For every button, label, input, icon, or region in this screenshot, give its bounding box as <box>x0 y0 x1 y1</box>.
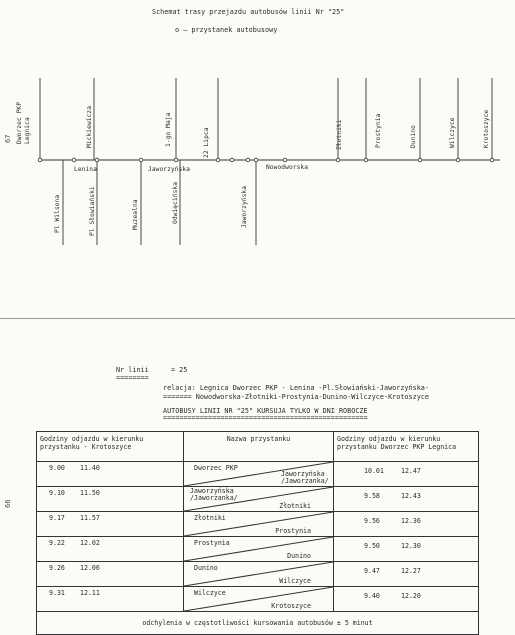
return-time: 12.20 <box>400 592 421 600</box>
stop-marker <box>38 158 42 162</box>
line-label: Nr linii <box>116 366 149 374</box>
departure-time: 12.11 <box>79 589 100 597</box>
stop-label-dunino: Dunino <box>410 125 417 148</box>
departure-time: 12.02 <box>79 539 100 547</box>
stop-name: Jaworzyńska /Jaworzanka/ <box>281 470 329 485</box>
frequency-note: odchylenia w częstotliwości kursowania autobusów ± 5 minut <box>37 612 479 635</box>
stop-label-zlotniki: Złotniki <box>336 119 343 150</box>
map-title: Schemat trasy przejazdu autobusów linii Nr "25" <box>152 8 345 16</box>
timetable-header <box>37 432 479 462</box>
route-description-2: ======= Nowodworska-Złotniki-Prostynia-Dunino-Wilczyce-Krotoszyce <box>163 393 429 401</box>
return-time: 9.40 <box>364 592 380 600</box>
stop-name: Prostynia <box>194 539 230 547</box>
stop-label-jaworzynska-bottom: Jaworzyńska <box>241 185 248 228</box>
stop-marker <box>95 158 99 162</box>
table-row <box>37 487 479 512</box>
return-time: 12.36 <box>400 517 421 525</box>
stop-label-pl-wilsona: Pl Wilsona <box>54 194 61 233</box>
departure-time: 11.40 <box>79 464 100 472</box>
stop-label-22-lipca: 22 Lipca <box>203 127 210 158</box>
departure-time: 9.10 <box>49 489 65 497</box>
departure-time: 9.22 <box>49 539 65 547</box>
stop-label-mickiewicza: Mickiewicza <box>86 105 93 148</box>
return-time: 9.50 <box>364 542 380 550</box>
timetable <box>36 431 479 635</box>
stop-name: Dworzec PKP <box>194 464 238 472</box>
workday-notice: AUTOBUSY LINII NR "25" KURSUJA TYLKO W DNI ROBOCZE <box>163 407 368 415</box>
return-time: 12.27 <box>400 567 421 575</box>
line-value: = 25 <box>170 366 188 374</box>
stop-marker <box>139 158 143 162</box>
header-to-krotoszyce: Godziny odjazdu w kierunku przystanku - Krotoszyce <box>37 432 184 462</box>
stop-name: Prostynia <box>275 527 311 535</box>
stop-marker <box>364 158 368 162</box>
departure-time: 9.31 <box>49 589 65 597</box>
stop-marker <box>246 158 250 162</box>
stop-label-krotoszyce: Krotoszyce <box>483 109 490 148</box>
return-time: 12.47 <box>400 467 421 475</box>
header-to-legnica: Godziny odjazdu w kierunku przystanku Dworzec PKP Legnica <box>334 432 479 462</box>
page-number-bottom: 66 <box>4 499 12 508</box>
section-divider <box>0 318 515 319</box>
stop-name: Dunino <box>287 552 311 560</box>
return-time: 9.47 <box>364 567 380 575</box>
stop-marker <box>456 158 460 162</box>
table-row <box>37 462 479 487</box>
return-time: 9.58 <box>364 492 380 500</box>
return-time: 12.30 <box>400 542 421 550</box>
departure-time: 11.57 <box>79 514 100 522</box>
stop-marker <box>72 158 76 162</box>
stop-marker <box>174 158 178 162</box>
return-time: 9.56 <box>364 517 380 525</box>
table-row <box>37 512 479 537</box>
stop-label-dworzec: Dworzec PKP Legnica <box>16 101 31 144</box>
stop-label-jaworzynska-top: Jaworzyńska <box>148 166 191 173</box>
departure-time: 9.00 <box>49 464 65 472</box>
stop-name: Dunino <box>194 564 218 572</box>
stop-marker <box>216 158 220 162</box>
table-row <box>37 562 479 587</box>
header-stop-name: Nazwa przystanku <box>184 432 334 462</box>
stop-marker <box>336 158 340 162</box>
stop-marker <box>254 158 258 162</box>
legend-label: — przystanek autobusowy <box>183 26 278 34</box>
legend-symbol: o <box>175 26 180 34</box>
return-time: 10.01 <box>364 467 384 475</box>
stop-label-nowodworska: Nowodworska <box>266 164 309 171</box>
departure-time: 9.17 <box>49 514 65 522</box>
stop-label-pl-slowianski: Pl Słowiański <box>89 186 96 236</box>
departure-time: 12.06 <box>79 564 100 572</box>
stop-name: Złotniki <box>279 502 311 510</box>
stop-marker <box>418 158 422 162</box>
stop-marker <box>490 158 494 162</box>
stop-label-1-go-maja: 1-go Maja <box>165 112 172 147</box>
stop-marker <box>283 158 287 162</box>
line-number <box>116 366 187 374</box>
page-number-top: 67 <box>4 134 12 143</box>
stop-name: Wilczyce <box>194 589 226 597</box>
line-underline: ======== <box>116 374 149 382</box>
return-time: 12.43 <box>400 492 421 500</box>
table-row <box>37 587 479 612</box>
stop-name: Wilczyce <box>279 577 311 585</box>
stop-label-odwiecinska: Odwięcińska <box>172 181 179 224</box>
stop-label-wilczyce: Wilczyce <box>449 117 456 148</box>
stop-label-lenina: Lenina <box>74 166 97 173</box>
departure-time: 9.26 <box>49 564 65 572</box>
stop-label-muzealna: Muzealna <box>132 199 139 230</box>
stop-name: Jaworzyńska /Jaworzanka/ <box>190 487 238 502</box>
timetable-footer <box>37 612 479 635</box>
route-description-1: relacja: Legnica Dworzec PKP - Lenina -Pl.Słowiański-Jaworzyńska- <box>163 384 429 392</box>
stop-marker <box>230 158 234 162</box>
notice-underline: ================================================== <box>163 414 368 422</box>
table-row <box>37 537 479 562</box>
stop-name: Krotoszyce <box>271 602 311 610</box>
departure-time: 11.50 <box>79 489 100 497</box>
stop-name: Złotniki <box>194 514 226 522</box>
stop-label-prostynia: Prostynia <box>375 113 382 148</box>
